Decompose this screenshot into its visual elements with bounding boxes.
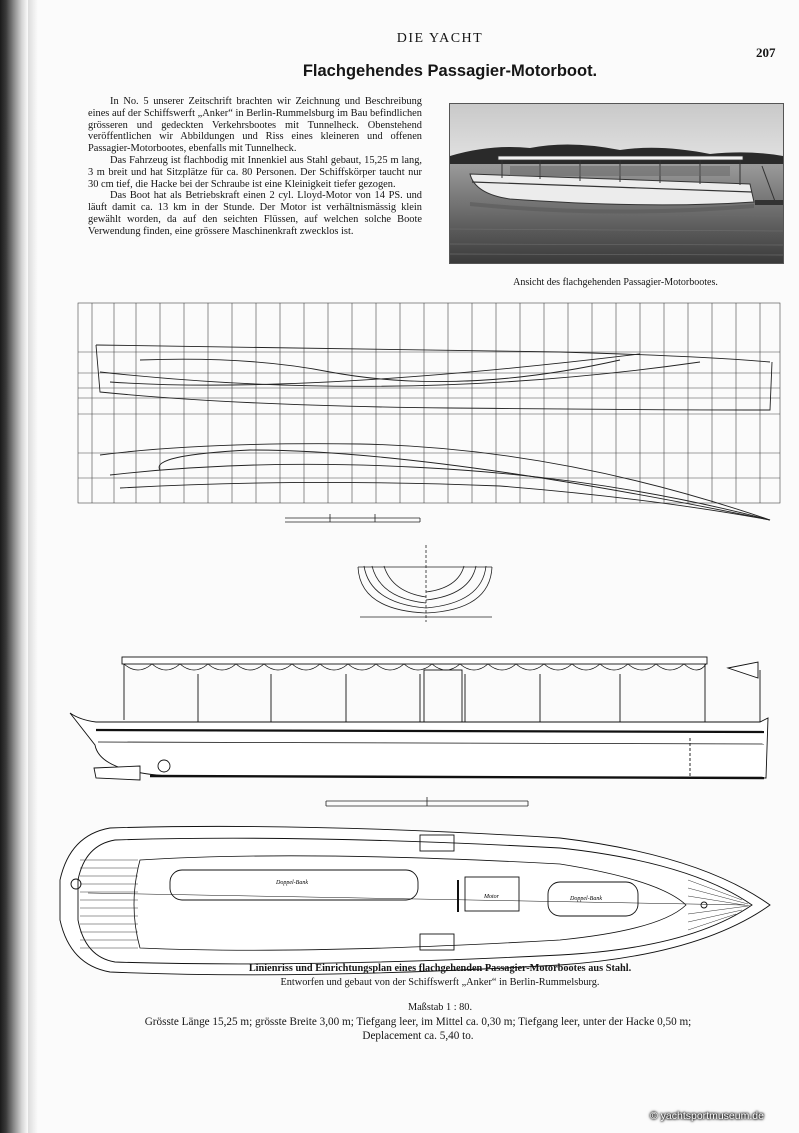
watermark: © yachtsportmuseum.de <box>650 1110 764 1122</box>
figure-subcaption: Entworfen und gebaut von der Schiffswerft „Anker“ in Berlin-Rummelsburg. <box>280 977 600 988</box>
body-plan <box>358 545 492 622</box>
page-number: 207 <box>756 45 776 60</box>
motor-label: Motor <box>484 894 499 900</box>
article-title: Flachgehendes Passagier-Motorboot. <box>302 62 598 80</box>
bench-label-right: Doppel-Bank <box>570 896 602 902</box>
dimensions-text <box>78 1015 758 1043</box>
arrangement-plan <box>60 826 770 974</box>
dimensions-line: Deplacement ca. 5,40 to. <box>362 1030 474 1042</box>
hull-lines <box>96 345 772 520</box>
article-paragraph: Das Fahrzeug ist flachbodig mit Innenkiel aus Stahl gebaut, 15,25 m lang, 3 m breit und hat Sitzplätze für ca. 80 Personen. Der Schiffskörper taucht nur 30 cm tief, die Hacke bei der Schraube ist eine Kleinigkeit tiefer gezogen. <box>88 154 422 190</box>
photo-caption: Ansicht des flachgehenden Passagier-Motorbootes. <box>513 277 718 288</box>
scale-note: Maßstab 1 : 80. <box>407 1002 473 1013</box>
outboard-profile <box>70 657 768 780</box>
scale-bar <box>285 514 420 522</box>
profile-scale-bar <box>326 797 528 806</box>
running-title: DIE YACHT <box>396 31 484 46</box>
dimensions-line: Grösste Länge 15,25 m; grösste Breite 3,00 m; Tiefgang leer, im Mittel ca. 0,30 m; Tiefgang leer, unter der Hacke 0,50 m; <box>144 1016 692 1028</box>
article-paragraph: Das Boot hat als Betriebskraft einen 2 cyl. Lloyd-Motor von 14 PS. und läuft damit ca. 13 km in der Stunde. Der Motor ist verhältnismässig klein gewählt worden, da auf den seichten Flüssen, auf welchen solche Boote Verwendung finden, eine grössere Maschinenkraft zwecklos ist. <box>88 190 422 237</box>
article-paragraph: In No. 5 unserer Zeitschrift brachten wir Zeichnung und Beschreibung eines auf der Schiffswerft „Anker“ in Berlin-Rummelsburg im Bau befindlichen grösseren und gedeckten Verkehrsbootes mit Tunnelheck. Obenstehend veröffentlichen wir Abbildungen und Riss eines kleineren und offenen Passagier-Motorbootes, ebenfalls mit Tunnelheck. <box>88 96 422 155</box>
bench-label-left: Doppel-Bank <box>276 880 308 886</box>
lines-plan <box>78 303 780 503</box>
figure-caption: Linienriss und Einrichtungsplan eines flachgehenden Passagier-Motorbootes aus Stahl. <box>248 963 632 974</box>
